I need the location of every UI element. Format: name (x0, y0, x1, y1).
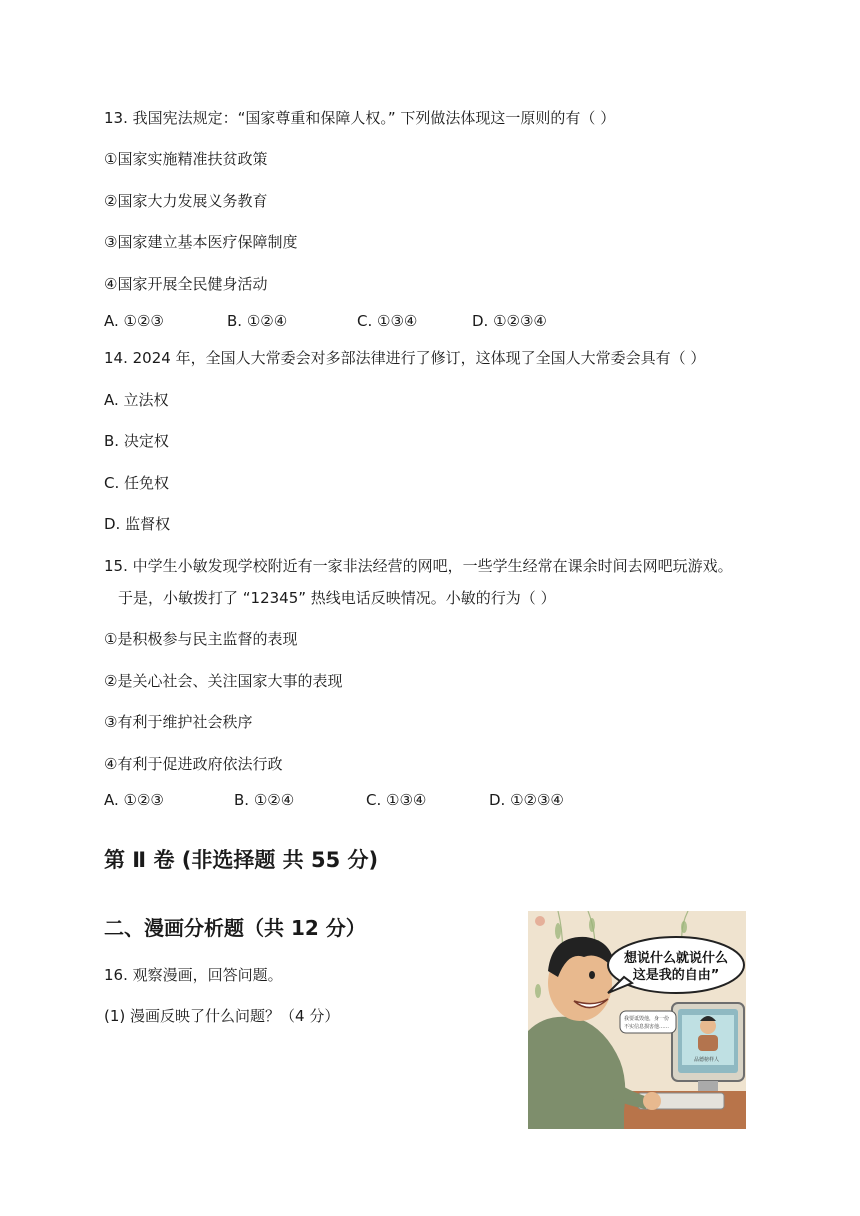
volume-title: 第 Ⅱ 卷 (非选择题 共 55 分) (104, 848, 379, 872)
comic-screen-label: 品德榜样人 (694, 1057, 720, 1063)
comic-illustration (528, 911, 746, 1129)
q15-stem-line1: 15. 中学生小敏发现学校附近有一家非法经营的网吧，一些学生经常在课余时间去网吧玩游戏。 (104, 557, 733, 575)
section-title: 二、漫画分析题（共 12 分） (104, 916, 366, 940)
q15-option-d: D. ①②③④ (489, 791, 564, 809)
q15-item-2: ②是关心社会、关注国家大事的表现 (104, 672, 343, 690)
q15-option-c: C. ①③④ (366, 791, 427, 809)
q14-option-d: D. 监督权 (104, 515, 171, 533)
q16-sub1: (1) 漫画反映了什么问题？（4 分） (104, 1007, 340, 1025)
q14-option-c: C. 任免权 (104, 474, 170, 492)
q13-item-1: ①国家实施精准扶贫政策 (104, 150, 268, 168)
q15-option-b: B. ①②④ (234, 791, 295, 809)
q13-option-c: C. ①③④ (357, 312, 418, 330)
q15-stem-line2: 于是，小敏拨打了 “12345” 热线电话反映情况。小敏的行为（ ） (118, 589, 556, 607)
q14-option-b: B. 决定权 (104, 432, 169, 450)
comic-bubble-line1: 想说什么就说什么 (623, 951, 729, 966)
q13-item-2: ②国家大力发展义务教育 (104, 192, 268, 210)
q16-stem: 16. 观察漫画，回答问题。 (104, 966, 283, 984)
q15-item-3: ③有利于维护社会秩序 (104, 713, 253, 731)
comic-bubble-line2: 这是我的自由” (632, 968, 720, 983)
q13-option-a: A. ①②③ (104, 312, 164, 330)
q14-option-a: A. 立法权 (104, 391, 169, 409)
q14-stem: 14. 2024 年，全国人大常委会对多部法律进行了修订，这体现了全国人大常委会具有（ ） (104, 349, 706, 367)
q13-item-4: ④国家开展全民健身活动 (104, 275, 268, 293)
comic-screen-line1: 我要诋毁他，身一份 (624, 1016, 670, 1022)
q13-option-b: B. ①②④ (227, 312, 288, 330)
q15-item-4: ④有利于促进政府依法行政 (104, 755, 283, 773)
q15-option-a: A. ①②③ (104, 791, 164, 809)
q13-stem: 13. 我国宪法规定：“国家尊重和保障人权。” 下列做法体现这一原则的有（ ） (104, 109, 616, 127)
q15-item-1: ①是积极参与民主监督的表现 (104, 630, 298, 648)
comic-screen-line2: 不实信息损害他…… (624, 1024, 670, 1030)
q13-option-d: D. ①②③④ (472, 312, 547, 330)
q13-item-3: ③国家建立基本医疗保障制度 (104, 233, 298, 251)
